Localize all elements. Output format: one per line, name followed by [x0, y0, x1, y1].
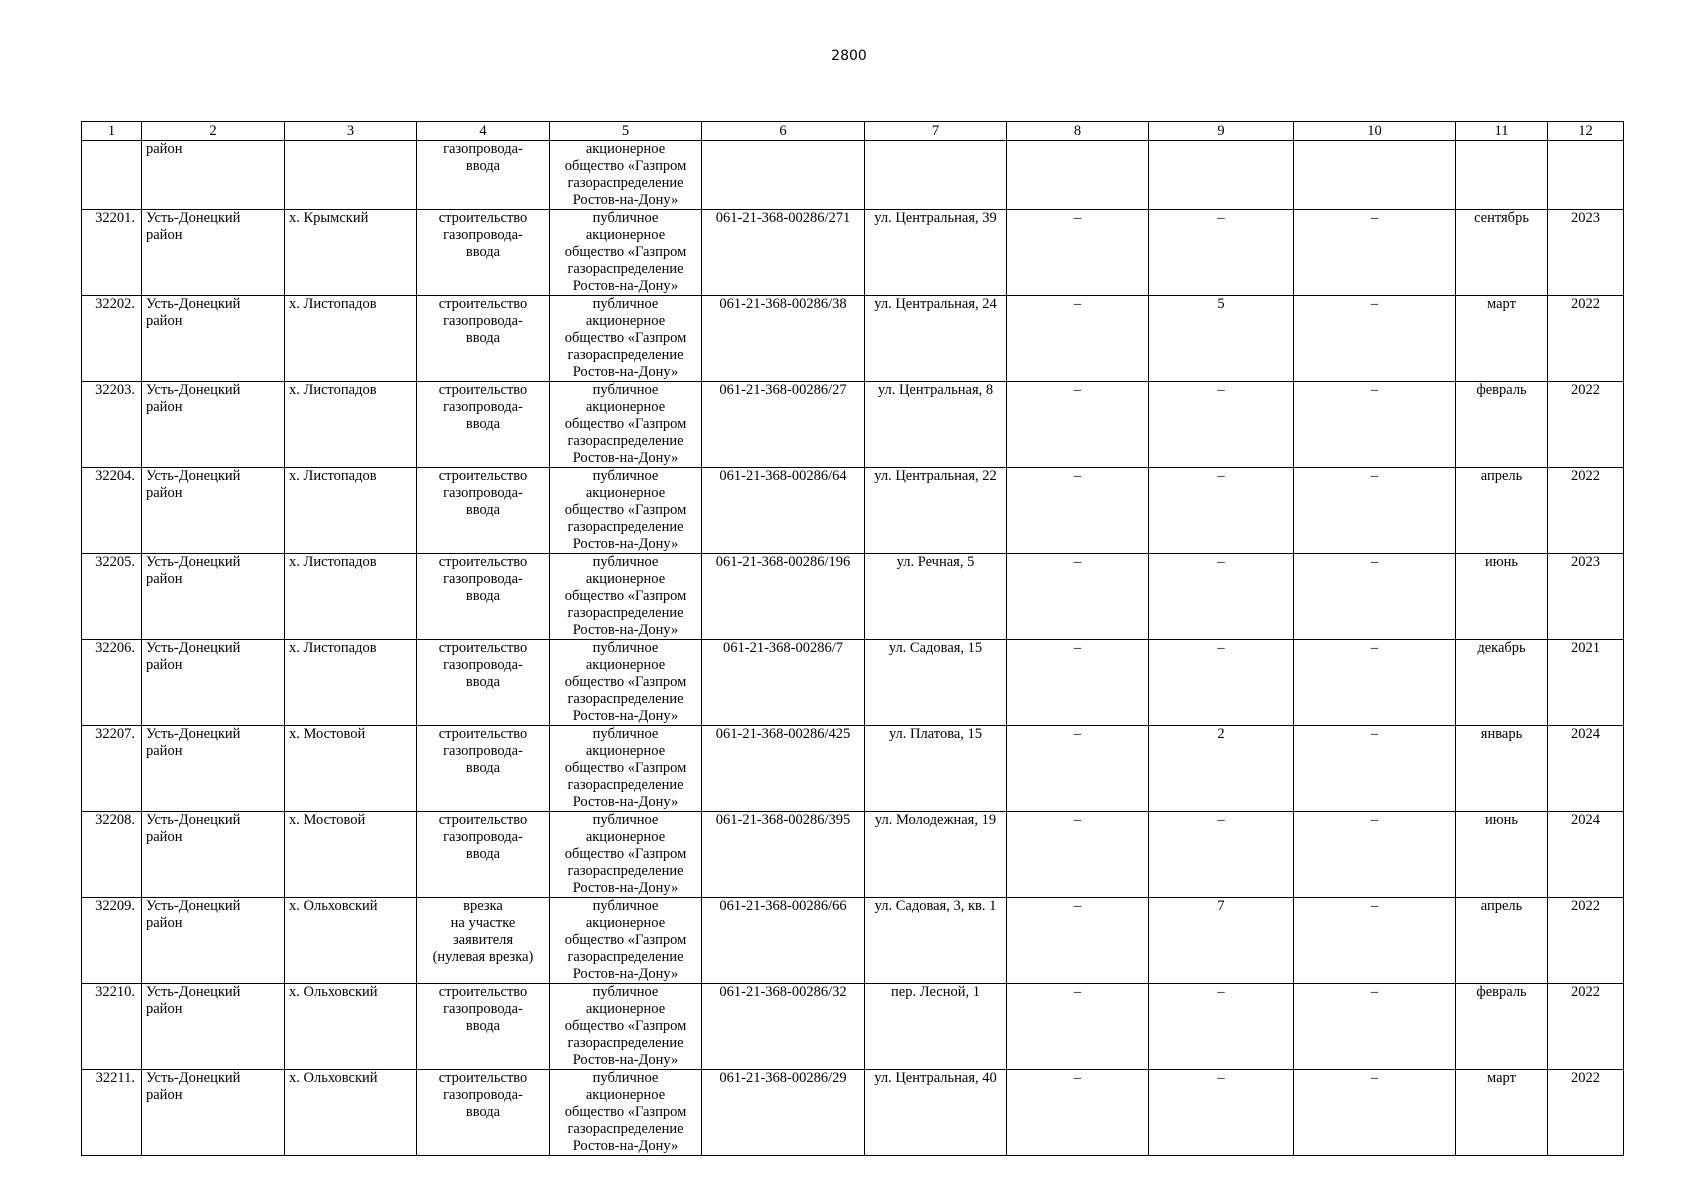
- cell-organization: публичное акционерное общество «Газпром газораспределение Ростов-на-Дону»: [550, 812, 702, 898]
- cell-month: январь: [1456, 726, 1548, 812]
- cell-district: Усть-Донецкий район: [142, 1070, 285, 1156]
- cell-col8: –: [1007, 898, 1149, 984]
- cell-district: Усть-Донецкий район: [142, 726, 285, 812]
- cell-number: 32203.: [82, 382, 142, 468]
- cell-organization: публичное акционерное общество «Газпром газораспределение Ростов-на-Дону»: [550, 898, 702, 984]
- cell-col9: [1149, 141, 1294, 210]
- cell-number: 32207.: [82, 726, 142, 812]
- cell-district: Усть-Донецкий район: [142, 468, 285, 554]
- cell-work-type: строительство газопровода- ввода: [417, 382, 550, 468]
- cell-address: [865, 141, 1007, 210]
- column-header: 3: [285, 122, 417, 141]
- cell-year: 2022: [1548, 984, 1624, 1070]
- column-header: 1: [82, 122, 142, 141]
- cell-col10: –: [1294, 898, 1456, 984]
- cell-district: район: [142, 141, 285, 210]
- cell-address: ул. Молодежная, 19: [865, 812, 1007, 898]
- table-row: [82, 812, 1624, 898]
- cell-locality: [285, 141, 417, 210]
- cell-district: Усть-Донецкий район: [142, 554, 285, 640]
- cell-address: ул. Центральная, 22: [865, 468, 1007, 554]
- cell-address: ул. Центральная, 8: [865, 382, 1007, 468]
- cell-work-type: строительство газопровода- ввода: [417, 468, 550, 554]
- cell-work-type: строительство газопровода- ввода: [417, 726, 550, 812]
- cell-code: 061-21-368-00286/196: [702, 554, 865, 640]
- cell-locality: х. Крымский: [285, 210, 417, 296]
- column-header: 10: [1294, 122, 1456, 141]
- cell-organization: публичное акционерное общество «Газпром газораспределение Ростов-на-Дону»: [550, 984, 702, 1070]
- cell-col10: –: [1294, 296, 1456, 382]
- cell-month: июнь: [1456, 554, 1548, 640]
- cell-number: 32209.: [82, 898, 142, 984]
- table-row: [82, 382, 1624, 468]
- cell-col10: –: [1294, 468, 1456, 554]
- cell-col10: –: [1294, 554, 1456, 640]
- cell-col9: –: [1149, 554, 1294, 640]
- cell-code: 061-21-368-00286/27: [702, 382, 865, 468]
- cell-locality: х. Мостовой: [285, 726, 417, 812]
- table-row: [82, 296, 1624, 382]
- cell-month: сентябрь: [1456, 210, 1548, 296]
- cell-col9: –: [1149, 984, 1294, 1070]
- cell-code: 061-21-368-00286/32: [702, 984, 865, 1070]
- cell-year: 2022: [1548, 1070, 1624, 1156]
- cell-col9: –: [1149, 468, 1294, 554]
- column-header: 11: [1456, 122, 1548, 141]
- cell-locality: х. Листопадов: [285, 382, 417, 468]
- column-header: 7: [865, 122, 1007, 141]
- continued-table-row: [82, 141, 1624, 210]
- table-row: [82, 554, 1624, 640]
- cell-locality: х. Ольховский: [285, 1070, 417, 1156]
- cell-col8: –: [1007, 640, 1149, 726]
- cell-work-type: строительство газопровода- ввода: [417, 812, 550, 898]
- cell-year: 2022: [1548, 898, 1624, 984]
- cell-code: 061-21-368-00286/64: [702, 468, 865, 554]
- cell-organization: публичное акционерное общество «Газпром газораспределение Ростов-на-Дону»: [550, 554, 702, 640]
- cell-locality: х. Мостовой: [285, 812, 417, 898]
- cell-work-type: строительство газопровода- ввода: [417, 1070, 550, 1156]
- cell-month: февраль: [1456, 382, 1548, 468]
- cell-number: 32201.: [82, 210, 142, 296]
- cell-col10: –: [1294, 726, 1456, 812]
- cell-district: Усть-Донецкий район: [142, 382, 285, 468]
- cell-col9: –: [1149, 812, 1294, 898]
- cell-col8: –: [1007, 554, 1149, 640]
- column-header: 5: [550, 122, 702, 141]
- cell-work-type: газопровода- ввода: [417, 141, 550, 210]
- column-header: 6: [702, 122, 865, 141]
- cell-organization: публичное акционерное общество «Газпром газораспределение Ростов-на-Дону»: [550, 468, 702, 554]
- page-number: 2800: [831, 48, 867, 64]
- cell-organization: публичное акционерное общество «Газпром газораспределение Ростов-на-Дону»: [550, 296, 702, 382]
- cell-year: 2022: [1548, 468, 1624, 554]
- cell-col8: –: [1007, 468, 1149, 554]
- cell-locality: х. Ольховский: [285, 898, 417, 984]
- cell-address: ул. Платова, 15: [865, 726, 1007, 812]
- cell-year: 2022: [1548, 382, 1624, 468]
- cell-locality: х. Листопадов: [285, 640, 417, 726]
- cell-work-type: строительство газопровода- ввода: [417, 984, 550, 1070]
- table-row: [82, 1070, 1624, 1156]
- cell-month: апрель: [1456, 468, 1548, 554]
- cell-col10: –: [1294, 1070, 1456, 1156]
- column-header: 4: [417, 122, 550, 141]
- cell-year: 2024: [1548, 726, 1624, 812]
- table-row: [82, 640, 1624, 726]
- cell-col9: –: [1149, 1070, 1294, 1156]
- cell-code: 061-21-368-00286/29: [702, 1070, 865, 1156]
- cell-col8: –: [1007, 382, 1149, 468]
- cell-district: Усть-Донецкий район: [142, 296, 285, 382]
- cell-col9: –: [1149, 382, 1294, 468]
- cell-address: ул. Центральная, 24: [865, 296, 1007, 382]
- cell-col10: –: [1294, 984, 1456, 1070]
- cell-year: 2023: [1548, 554, 1624, 640]
- cell-col8: –: [1007, 812, 1149, 898]
- column-number-header-row: [82, 122, 1624, 141]
- column-header: 8: [1007, 122, 1149, 141]
- cell-work-type: строительство газопровода- ввода: [417, 210, 550, 296]
- cell-year: 2024: [1548, 812, 1624, 898]
- cell-address: ул. Садовая, 3, кв. 1: [865, 898, 1007, 984]
- cell-locality: х. Ольховский: [285, 984, 417, 1070]
- cell-month: июнь: [1456, 812, 1548, 898]
- cell-col9: 7: [1149, 898, 1294, 984]
- cell-number: 32205.: [82, 554, 142, 640]
- table-row: [82, 726, 1624, 812]
- cell-year: 2022: [1548, 296, 1624, 382]
- cell-number: 32206.: [82, 640, 142, 726]
- cell-col9: –: [1149, 640, 1294, 726]
- cell-district: Усть-Донецкий район: [142, 640, 285, 726]
- cell-code: 061-21-368-00286/271: [702, 210, 865, 296]
- cell-number: [82, 141, 142, 210]
- cell-organization: публичное акционерное общество «Газпром газораспределение Ростов-на-Дону»: [550, 726, 702, 812]
- cell-col10: –: [1294, 812, 1456, 898]
- column-header: 2: [142, 122, 285, 141]
- cell-year: 2023: [1548, 210, 1624, 296]
- cell-month: апрель: [1456, 898, 1548, 984]
- cell-year: [1548, 141, 1624, 210]
- cell-organization: акционерное общество «Газпром газораспределение Ростов-на-Дону»: [550, 141, 702, 210]
- cell-col9: 5: [1149, 296, 1294, 382]
- column-header: 9: [1149, 122, 1294, 141]
- cell-organization: публичное акционерное общество «Газпром газораспределение Ростов-на-Дону»: [550, 382, 702, 468]
- cell-address: ул. Центральная, 39: [865, 210, 1007, 296]
- cell-col10: –: [1294, 210, 1456, 296]
- table-row: [82, 984, 1624, 1070]
- column-header: 12: [1548, 122, 1624, 141]
- cell-address: ул. Речная, 5: [865, 554, 1007, 640]
- cell-work-type: строительство газопровода- ввода: [417, 640, 550, 726]
- cell-number: 32211.: [82, 1070, 142, 1156]
- cell-month: март: [1456, 1070, 1548, 1156]
- cell-code: 061-21-368-00286/66: [702, 898, 865, 984]
- cell-number: 32204.: [82, 468, 142, 554]
- cell-district: Усть-Донецкий район: [142, 984, 285, 1070]
- cell-month: февраль: [1456, 984, 1548, 1070]
- cell-work-type: врезка на участке заявителя (нулевая врезка): [417, 898, 550, 984]
- cell-col8: –: [1007, 296, 1149, 382]
- cell-month: декабрь: [1456, 640, 1548, 726]
- cell-code: 061-21-368-00286/395: [702, 812, 865, 898]
- cell-district: Усть-Донецкий район: [142, 898, 285, 984]
- cell-organization: публичное акционерное общество «Газпром газораспределение Ростов-на-Дону»: [550, 210, 702, 296]
- cell-locality: х. Листопадов: [285, 554, 417, 640]
- cell-address: ул. Садовая, 15: [865, 640, 1007, 726]
- cell-col10: –: [1294, 640, 1456, 726]
- cell-col9: –: [1149, 210, 1294, 296]
- cell-month: [1456, 141, 1548, 210]
- cell-code: 061-21-368-00286/425: [702, 726, 865, 812]
- cell-month: март: [1456, 296, 1548, 382]
- cell-number: 32208.: [82, 812, 142, 898]
- cell-code: 061-21-368-00286/7: [702, 640, 865, 726]
- cell-work-type: строительство газопровода- ввода: [417, 296, 550, 382]
- cell-organization: публичное акционерное общество «Газпром газораспределение Ростов-на-Дону»: [550, 640, 702, 726]
- cell-work-type: строительство газопровода- ввода: [417, 554, 550, 640]
- cell-col8: –: [1007, 984, 1149, 1070]
- table-row: [82, 898, 1624, 984]
- cell-col10: [1294, 141, 1456, 210]
- cell-district: Усть-Донецкий район: [142, 210, 285, 296]
- table-row: [82, 468, 1624, 554]
- cell-col8: –: [1007, 726, 1149, 812]
- cell-col9: 2: [1149, 726, 1294, 812]
- cell-organization: публичное акционерное общество «Газпром газораспределение Ростов-на-Дону»: [550, 1070, 702, 1156]
- cell-col8: [1007, 141, 1149, 210]
- cell-code: 061-21-368-00286/38: [702, 296, 865, 382]
- cell-number: 32210.: [82, 984, 142, 1070]
- cell-district: Усть-Донецкий район: [142, 812, 285, 898]
- table-row: [82, 210, 1624, 296]
- cell-locality: х. Листопадов: [285, 296, 417, 382]
- cell-address: пер. Лесной, 1: [865, 984, 1007, 1070]
- cell-number: 32202.: [82, 296, 142, 382]
- cell-year: 2021: [1548, 640, 1624, 726]
- cell-code: [702, 141, 865, 210]
- register-table: [81, 121, 1624, 1156]
- cell-locality: х. Листопадов: [285, 468, 417, 554]
- cell-col8: –: [1007, 210, 1149, 296]
- cell-address: ул. Центральная, 40: [865, 1070, 1007, 1156]
- cell-col10: –: [1294, 382, 1456, 468]
- cell-col8: –: [1007, 1070, 1149, 1156]
